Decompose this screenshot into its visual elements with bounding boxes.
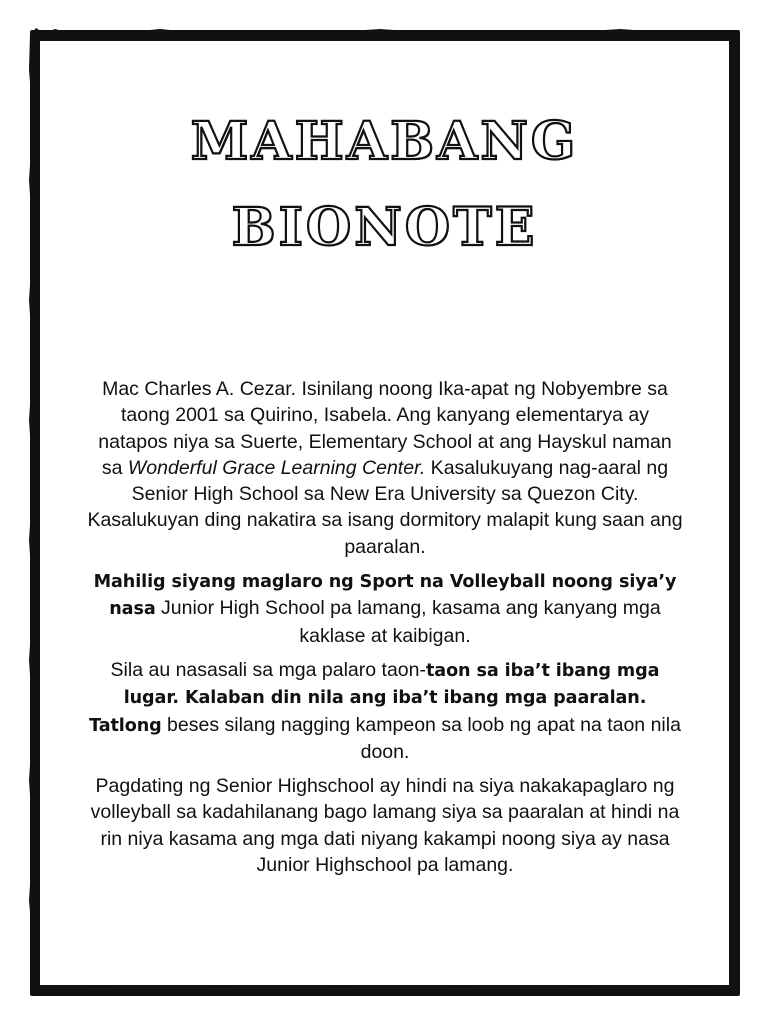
paragraph-3-rest: beses silang nagging kampeon sa loob ng apat na taon nila doon. (161, 713, 681, 763)
school-name-italic: Wonderful Grace Learning Center. (127, 456, 426, 479)
paragraph-1-text-a: Mac Charles A. Cezar. Isinilang noong Ika-apat ng Nobyembre sa taong 2001 sa Quirino, Isabela. Ang kanyang elementarya ay natapos niya sa Suerte, Elementary School at ang Hayskul naman sa (98, 378, 672, 479)
paragraph-4 (86, 773, 684, 878)
paragraph-1-text-b: Kasalukuyang nag-aaral ng Senior High School sa New Era University sa Quezon City. Kasalukuyan ding nakatira sa isang dormitory malapit kung saan ang paaralan. (87, 456, 683, 558)
title-line-1: MAHABANG (190, 111, 579, 172)
paragraph-2 (86, 568, 684, 649)
paragraph-3 (86, 657, 684, 765)
bionote-body (86, 376, 684, 886)
title-line-2: BIONOTE (231, 197, 538, 258)
paragraph-1 (86, 376, 684, 560)
paragraph-3-text-a: Sila au nasasali sa mga palaro taon- (110, 658, 426, 681)
paragraph-2-rest: Junior High School pa lamang, kasama ang kanyang mga kaklase at kaibigan. (155, 597, 661, 647)
paragraph-4-text: Pagdating ng Senior Highschool ay hindi na siya nakakapaglaro ng volleyball sa kadahilanang bago lamang siya sa paaralan at hindi na rin niya kasama ang mga dati niyang kakampi noong siya ay nasa Junior Highschool pa lamang. (90, 775, 680, 877)
paragraph-2-bold: Mahilig siyang maglaro ng Sport na Volleyball noong siya’y nasa (93, 572, 677, 620)
paragraph-3-bold: taon sa iba’t ibang mga lugar. Kalaban din nila ang iba’t ibang mga paaralan. Tatlong (89, 660, 660, 736)
